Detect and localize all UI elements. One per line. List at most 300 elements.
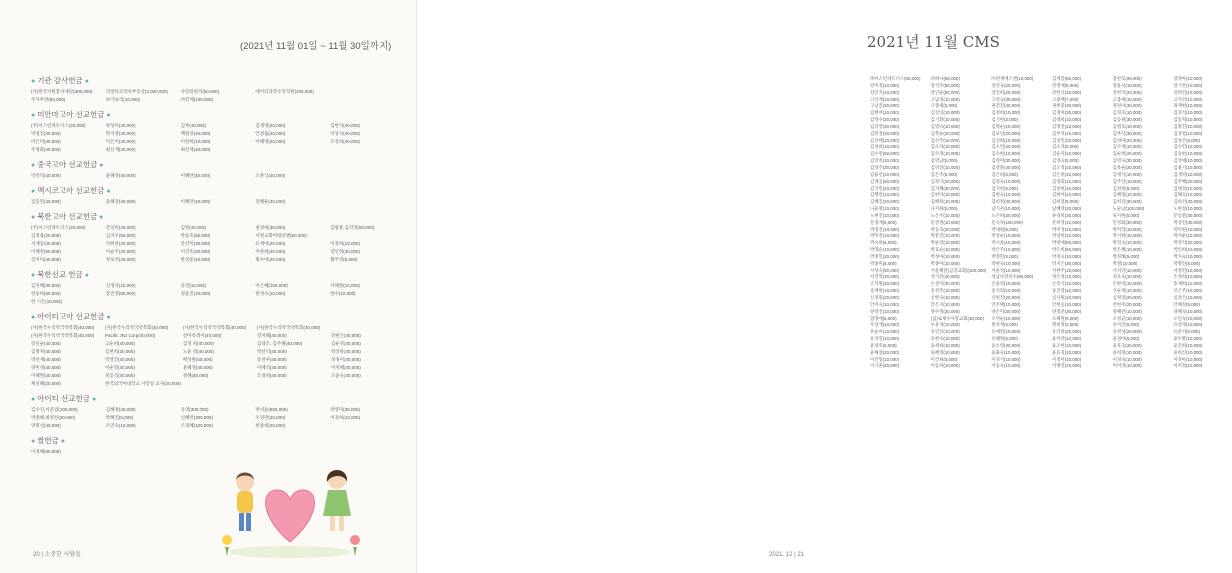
cms-donor-entry: (집)로제수사랑교회(30,000)	[930, 315, 984, 321]
cms-donor-entry: 박은희(50,000)	[1052, 247, 1082, 253]
section-title	[31, 211, 403, 222]
donor-entry: 배성원(40,000)	[182, 357, 213, 362]
cms-donor-entry: 신희진(20,000)	[991, 295, 1021, 300]
donor-entry: 강선순(40,000)	[31, 341, 61, 346]
donor-entry	[331, 325, 403, 331]
cms-donor-entry: 송재희(10,000)	[1173, 281, 1203, 287]
donor-entry: 한국외국어대학교 사랑동 교사(20,000)	[105, 381, 181, 386]
cms-donor-entry: 손진석(10,000)	[1052, 281, 1082, 287]
cms-donor-entry: 손한영(10,000)	[1112, 281, 1142, 287]
cms-donor-entry: 윤진희(10,000)	[1173, 342, 1203, 348]
cms-donor-entry: 박은주(10,000)	[991, 247, 1021, 253]
donor-entry: 김광훈,김지영(50,000)	[330, 225, 375, 230]
section-title-text: 쌀헌금	[37, 436, 59, 445]
cms-donor-entry: 김은희(10,000)	[1052, 171, 1082, 177]
section-title-text: 아이티 선교헌금	[37, 394, 90, 403]
donor-entry: 유영(300,000)	[180, 407, 209, 412]
donor-entry: 이혜란(50,000)	[31, 249, 61, 254]
cms-donor-entry: 강현지(20,000)	[1112, 89, 1142, 95]
donor-entry: ㈜킨케(100,000)	[180, 97, 214, 102]
section-entries	[31, 89, 403, 103]
bullet-dot-icon: ●	[97, 214, 104, 221]
donor-entry: 이혜원(10,000)	[330, 283, 360, 288]
bullet-dot-icon: ●	[82, 272, 89, 279]
section-title	[31, 311, 403, 322]
cms-donor-entry: 박은혜(10,000)	[1112, 247, 1142, 253]
cms-donor-entry: 윤소영(30,000)	[991, 342, 1021, 348]
donor-entry: 석현관(20,000)	[105, 241, 136, 246]
cms-donor-entry: 심사원(10,000)	[1052, 295, 1082, 300]
cms-donor-entry: 유인희(20,000)	[1052, 329, 1082, 335]
cms-donor-entry: 유지영(10,000)	[870, 336, 900, 342]
cms-donor-entry: 강한식(10,000)	[1052, 89, 1082, 95]
cms-donor-entry: 박지숙(10,000)	[1173, 253, 1203, 259]
donor-entry: 김수진,이준겸(100,000)	[31, 407, 78, 412]
donor-entry: 박상하(40,000)	[330, 349, 361, 354]
bullet-dot-icon: ●	[104, 112, 111, 119]
donor-entry: 윤혜경(40,000)	[105, 199, 136, 204]
cms-donor-entry: 김성희(10,000)	[870, 144, 900, 150]
cms-donor-entry: 서윤정(10,000)	[991, 267, 1021, 273]
bullet-dot-icon: ●	[31, 188, 38, 195]
donor-entry: 이상지(40,000)	[330, 131, 360, 136]
donor-entry: 박서윤(800,000)	[255, 407, 288, 412]
cms-donor-entry: 김민경(30,000)	[870, 130, 900, 136]
cms-donor-entry: 박미영(10,000)	[1112, 226, 1142, 232]
cms-donor-entry: ㈜천재에스엔(10,000)	[991, 76, 1034, 81]
section-title	[31, 435, 403, 446]
donor-entry: 조경희(40,000)	[330, 139, 360, 144]
cms-donor-entry: 김희철(5,000)	[1052, 199, 1079, 205]
donor-entry: 서재동(40,000)	[31, 241, 61, 246]
donor-entry: 박선재(40,000)	[31, 357, 61, 362]
donor-entry: 백원성(40,000)	[180, 131, 211, 136]
cms-donor-entry: 김수연(50,000)	[870, 151, 900, 157]
donor-entry: ㈜가보리(10,000)	[105, 97, 141, 102]
donor-entry: 이순주(20,000)	[105, 249, 136, 254]
cms-donor-entry: 김복순(20,000)	[930, 130, 960, 136]
cms-donor-entry: 유미진(5,000)	[1112, 322, 1140, 328]
cms-donor-entry: 박정숙(10,000)	[1052, 253, 1082, 259]
cms-donor-entry: 구종제(5,000)	[930, 103, 958, 109]
cms-donor-entry: 김은희(5,000)	[991, 171, 1018, 177]
cms-donor-entry: 문상철(10,000)	[930, 219, 960, 225]
cms-donor-entry: 엄영애(5,000)	[870, 315, 897, 321]
cms-donor-entry: 김성희(10,000)	[991, 110, 1021, 116]
donor-entry: (주)이스턴파트너스(40,000)	[31, 123, 86, 128]
donor-entry: (사)한국누리약국약복회(40,000)	[182, 325, 247, 330]
cms-donor-entry: 송재현(10,000)	[870, 288, 900, 294]
cms-donor-entry: 김성은(5,000)	[1173, 137, 1200, 143]
donor-entry: 장인영(40,000)	[330, 249, 360, 254]
cms-donor-entry: 손석원(20,000)	[870, 281, 900, 287]
donor-entry: 이혜란(40,000)	[31, 373, 61, 378]
left-page-footer: 20 | 소중한 사람들	[33, 552, 82, 558]
cms-donor-entry: 노현성(10,000)	[1173, 206, 1203, 212]
cms-donor-entry: 이미영(10,000)	[1112, 363, 1142, 369]
cms-donor-entry: 박상희(10,000)	[1052, 233, 1082, 239]
cms-donor-entry: 강희연(10,000)	[1173, 89, 1203, 95]
cms-donor-entry: 유현숙(10,000)	[930, 336, 960, 342]
cms-donor-entry: 김연옥(10,000)	[870, 158, 900, 164]
cms-donor-entry: 윤경아(5,000)	[1112, 336, 1140, 342]
donor-entry: 이지혜(40,000)	[330, 365, 361, 370]
cms-donor-entry: 윤효경(10,000)	[1052, 349, 1082, 355]
cms-donor-entry: 안현주(20,000)	[1112, 301, 1142, 307]
donor-entry: 강지혜(40,000)	[256, 333, 287, 338]
cms-donor-entry: 박숙희(5,000)	[870, 240, 897, 246]
donor-entry: 서원교회여대피엔(50,000)	[255, 233, 307, 238]
cms-donor-entry: 박경진(10,000)	[870, 226, 900, 232]
cms-donor-entry: 심정은(10,000)	[1173, 295, 1203, 300]
cms-donor-entry: 문동환(30,000)	[1173, 212, 1203, 218]
cms-donor-entry: 윤해영(20,000)	[870, 349, 900, 355]
donor-entry: 유재미(40,000)	[255, 241, 286, 246]
donation-section	[31, 109, 403, 153]
cms-donor-entry: 손상미(30,000)	[930, 281, 960, 287]
cms-donor-entry: 김천희(5,000)	[1112, 185, 1140, 191]
cms-donor-entry: 박서운(10,000)	[1173, 233, 1203, 239]
cms-donor-entry: 김희선(30,000)	[1173, 199, 1203, 205]
cms-donor-entry: 박경진(30,000)	[1173, 219, 1203, 225]
donor-entry: Pacific JNJ Corp(40,000)	[105, 333, 156, 338]
cms-donor-entry: 남혜영(20,000)	[1052, 206, 1082, 212]
donor-entry: 조경혜(100,000)	[180, 423, 213, 428]
cms-donor-entry: 서원주(10,000)	[1052, 267, 1082, 273]
donor-entry: 김부(40,000)	[180, 123, 207, 128]
donor-entry	[330, 233, 403, 239]
cms-donor-entry: 김재웅(50,000)	[870, 178, 900, 184]
cms-donor-entry: 박지은(30,000)	[1052, 260, 1082, 266]
cms-donor-entry: 유순씨(10,000)	[870, 329, 900, 335]
cms-donor-entry: 윤화숙(10,000)	[991, 349, 1021, 355]
cms-donor-entry: 김수현(10,000)	[991, 151, 1021, 157]
donor-entry: 김현희(30,000)	[105, 349, 135, 354]
cms-donor-entry: 김영애(10,000)	[1173, 158, 1203, 164]
left-page	[0, 0, 417, 573]
cms-donor-entry: 원희정(3,000)	[1052, 322, 1079, 328]
cms-donor-entry: 나지원(5,000)	[930, 206, 958, 212]
cms-donor-entry: 신현숙(10,000)	[930, 295, 960, 300]
cms-donor-entry: 손윤영(10,000)	[991, 281, 1021, 287]
cms-donor-entry: 김명진(10,000)	[1173, 123, 1203, 129]
donor-entry: 한경수(10,000)	[255, 291, 286, 296]
cms-donor-entry: 성호숙(10,000)	[1112, 274, 1142, 280]
cms-donor-entry: 김창현(10,000)	[1052, 185, 1082, 191]
donor-entry: 박선덕(40,000)	[256, 349, 287, 354]
cms-donor-entry: 김선주(10,000)	[930, 137, 960, 143]
donor-entry: 이경혜(90,000)	[31, 449, 61, 454]
cms-donor-entry: 김소라(10,000)	[930, 144, 960, 150]
cms-donor-entry: 박정민(5,000)	[991, 253, 1018, 259]
cms-donor-entry: 김희진(30,000)	[1112, 199, 1142, 205]
cms-donor-entry: 박명진(5,000)	[1173, 260, 1200, 266]
cms-donor-entry: 손경희(10,000)	[1173, 274, 1203, 280]
cms-donor-entry: 김영진(10,000)	[930, 164, 960, 170]
cms-donor-entry: ㈜이스턴파트너스(50,000)	[870, 76, 921, 81]
donor-entry: 이한희(10,000)	[180, 139, 211, 144]
cms-donor-entry: 이경기(10,000)	[991, 356, 1021, 362]
donor-entry: 주경화(40,000)	[31, 147, 61, 152]
donor-entry: 안선미(30,000)	[180, 241, 211, 246]
section-title-text: 북한선교 헌금	[37, 270, 83, 279]
cms-donor-entry: 박순영(10,000)	[930, 240, 960, 246]
cms-donor-entry: 김혜원(10,000)	[930, 199, 960, 205]
section-entries	[31, 283, 403, 305]
cms-donor-entry: 강찬호(20,000)	[1112, 76, 1142, 81]
cms-donor-entry: 김선태(10,000)	[870, 137, 900, 143]
cms-donor-entry: 윤성호(5,000)	[870, 342, 897, 348]
cms-donor-entry: 김영남(5,000)	[930, 158, 958, 164]
cms-donor-entry: 김주연(10,000)	[1112, 178, 1142, 184]
donor-entry: 한 시은(10,000)	[31, 299, 63, 304]
cms-donor-entry: 이동숙(10,000)	[991, 363, 1021, 369]
cms-donor-entry: 박정민(20,000)	[870, 253, 900, 259]
donor-entry: 이한희(40,000)	[255, 249, 286, 254]
cms-donor-entry: 김은주(5,000)	[930, 171, 958, 177]
section-title	[31, 269, 403, 280]
donor-entry: 김대조, 김주해(40,000)	[256, 341, 303, 346]
donor-entry: 이은미(40,000)	[31, 139, 61, 144]
cms-donor-entry: 류경희(30,000)	[1052, 212, 1082, 218]
cms-donor-entry: 양성진(10,000)	[870, 308, 900, 314]
donor-entry: 정혜(40,000)	[182, 373, 209, 378]
donor-entry: 박영미(30,000)	[330, 407, 360, 412]
cms-donor-entry: 고종배(7,000)	[1052, 96, 1079, 102]
cms-donor-entry: 권재현(10,000)	[1173, 103, 1203, 109]
donor-entry: 김순경(40,000)	[330, 341, 361, 346]
cms-donor-entry: 김순희(20,000)	[1112, 151, 1142, 157]
cms-donor-entry: 원성재(5,000)	[991, 322, 1018, 328]
section-title-text: 북한고아 선교헌금	[37, 212, 98, 221]
cms-donor-entry: 유정성(20,000)	[1112, 329, 1142, 335]
bullet-dot-icon: ●	[31, 214, 38, 221]
cms-donor-entry: 김명진(10,000)	[1052, 123, 1082, 129]
cms-donor-entry: 김지민(20,000)	[870, 185, 900, 191]
cms-donor-entry: 우윤경(10,000)	[930, 322, 960, 328]
cms-donor-entry: 강석주(50,000)	[930, 82, 960, 88]
cms-donor-entry: 고지선(10,000)	[1173, 96, 1203, 102]
cms-donor-entry: 구남진(30,000)	[870, 103, 900, 109]
cms-donor-entry: 우상재(10,000)	[870, 322, 900, 328]
cms-donor-entry: 김영주(30,000)	[870, 164, 900, 170]
cms-donor-entry: 김선희(10,000)	[991, 137, 1021, 143]
cms-donor-entry: 김혜진(20,000)	[870, 199, 900, 205]
donor-entry: 조춘식(40,000)	[255, 173, 286, 178]
cms-donor-entry: 강영애(5,000)	[1052, 82, 1079, 88]
cms-donor-entry: 오미순(10,000)	[991, 315, 1021, 321]
cms-donor-entry: 서정민(10,000)	[1173, 267, 1203, 273]
donor-entry: 조경희(40,000)	[256, 373, 287, 378]
bullet-dot-icon: ●	[31, 438, 38, 445]
cms-donor-entry: 이동하(10,000)	[930, 363, 960, 369]
cms-donor-entry: 이건형(10,000)	[870, 356, 900, 362]
cms-donor-entry: 김지현(5,000)	[991, 185, 1018, 191]
cms-donor-entry: 김정숙(10,000)	[991, 178, 1021, 184]
donor-entry: 박영진(40,000)	[105, 357, 135, 362]
donor-entry: 박지영(40,000)	[105, 131, 136, 136]
donor-entry: (사)한국자원봉사재단(300,000)	[31, 89, 93, 94]
donor-entry: 장승아(50,000)	[31, 291, 61, 296]
cms-donor-entry: 김부자(10,000)	[1052, 130, 1082, 136]
cms-donor-entry: 윤미란(10,000)	[1052, 336, 1082, 342]
cms-donor-entry: 김정회(10,000)	[1052, 178, 1082, 184]
donor-entry: 양명선(40,000)	[31, 423, 61, 428]
donor-entry: 김정용(20,000)	[31, 233, 61, 238]
donor-entry: 강일희(40,000)	[105, 225, 136, 230]
donor-entry: 김지우(50,000)	[105, 233, 136, 238]
donor-entry: 권경희(30,000)	[255, 225, 286, 230]
cms-donor-entry: 나윤열(10,000)	[870, 206, 900, 212]
donor-entry: 박종혜,최영선(20,000)	[31, 415, 76, 420]
cms-donor-entry: 박종미(5,000)	[870, 260, 897, 266]
cms-donor-entry: 김재봉(50,000)	[1052, 76, 1082, 81]
cms-donor-entry: 김상엽(10,000)	[1173, 130, 1203, 136]
donor-entry: 사랑의편지(50,000)	[180, 89, 220, 94]
donor-entry: 이은혜(150,000)	[255, 283, 288, 288]
cms-donor-entry: 신은주(10,000)	[1173, 288, 1203, 294]
donation-section	[31, 393, 403, 429]
cms-donor-entry: 윤세희(10,000)	[930, 342, 960, 348]
cms-donor-entry: 김재영(10,000)	[1173, 171, 1203, 177]
cms-donor-entry: 김부석(30,000)	[1112, 130, 1142, 136]
cms-donor-entry: 양혜숙(10,000)	[1173, 308, 1203, 314]
donor-entry: 신경자(10,000)	[105, 283, 136, 288]
cms-donor-entry: 윤호숙(20,000)	[1112, 342, 1142, 348]
donor-entry: 리얼티코리아부동산(3,000,000)	[105, 89, 168, 94]
cms-donor-entry: 박영순(10,000)	[870, 247, 900, 253]
cms-donor-entry: 신순재(10,000)	[1112, 288, 1142, 294]
cms-donor-list	[870, 76, 1232, 370]
cms-donor-entry: 김경호(10,000)	[1112, 110, 1142, 116]
cms-donor-entry: 노은희(30,000)	[991, 212, 1021, 218]
cms-donor-entry: 김경희(30,000)	[1052, 110, 1082, 116]
cms-donor-entry: 김수정(10,000)	[930, 151, 960, 157]
cms-donor-entry: 오정균(10,000)	[1112, 315, 1142, 321]
cms-donor-entry: 권진진(30,000)	[991, 103, 1021, 109]
cms-donor-entry: 안미숙(10,000)	[870, 301, 900, 307]
cms-donor-entry: 강윤서(10,000)	[1112, 82, 1142, 88]
donor-entry: 이은이(40,000)	[105, 139, 136, 144]
cms-donor-entry: 이경아(10,000)	[1173, 356, 1203, 362]
cms-donor-entry: 문경재(5,000)	[870, 219, 897, 225]
cms-donor-entry: 양수정(30,000)	[930, 308, 960, 314]
cms-donor-entry: 박인희(10,000)	[1173, 247, 1203, 253]
cms-donor-entry: 서지연(10,000)	[1112, 267, 1142, 273]
section-entries	[31, 225, 403, 263]
section-entries	[31, 173, 403, 179]
cms-donor-entry: 송지영(10,000)	[991, 288, 1021, 294]
section-title-text: 아이티고아 선교헌금	[37, 312, 105, 321]
cms-donor-entry: 윤조현(10,000)	[1052, 342, 1082, 348]
donor-entry: 김명자(40,000)	[31, 349, 61, 354]
cms-donor-entry: 서울해달(금강교회)(100,000)	[930, 267, 987, 273]
cms-donor-entry: 김지혜(30,000)	[930, 185, 960, 191]
donor-entry: (사)한국누리약국약복회(40,000)	[31, 325, 95, 330]
donor-entry: (주)이스턴파트너스(40,000)	[31, 225, 86, 230]
cms-donor-entry: ㈜하나(50,000)	[930, 76, 960, 81]
cms-donor-entry: 김영수(30,000)	[870, 117, 900, 123]
donor-entry: 김지혜(30,000)	[31, 283, 61, 288]
donor-entry: 양미경(40,000)	[31, 365, 61, 370]
cms-donor-entry: 박영숙(10,000)	[1112, 240, 1142, 246]
cms-donor-entry: 양정준(30,000)	[1052, 308, 1082, 314]
cms-donor-entry: 유예빈(10,000)	[991, 329, 1021, 335]
period-text: (2021년 11월 01일 ~ 11월 30일까지)	[240, 41, 392, 52]
donor-entry: 유민(15,000)	[180, 283, 207, 288]
right-page	[417, 0, 1203, 573]
cms-donor-entry: 박효순(10,000)	[930, 247, 960, 253]
donor-entry: 한수(10,000)	[330, 291, 356, 296]
cms-donor-entry: 윤희정(10,000)	[1112, 349, 1142, 355]
donor-entry: 한상준(10,000)	[180, 257, 211, 262]
cms-donor-entry: 안혜정(5,000)	[1173, 301, 1200, 307]
donor-entry: 윤혜경(40,000)	[182, 365, 213, 370]
cms-donor-entry: 성기연(40,000)	[930, 274, 960, 280]
cms-donor-entry: 박현숙(10,000)	[991, 260, 1021, 266]
donor-entry: 안성률(40,000)	[255, 131, 286, 136]
cms-donor-entry: 강선숙(20,000)	[991, 82, 1021, 88]
donation-section	[31, 159, 403, 179]
cms-donor-entry: 유영재(10,000)	[1173, 322, 1203, 328]
cms-donor-entry: 강기찬(10,000)	[1173, 82, 1203, 88]
cms-donor-entry: 오채원(5,000)	[1052, 315, 1079, 321]
donor-entry: 정동석(40,000)	[105, 373, 135, 378]
right-page-footer: 2021. 12 | 21	[769, 552, 804, 558]
donor-entry: 송찬우(40,000)	[256, 357, 287, 362]
donor-entry: 조연숙(10,000)	[105, 423, 136, 428]
section-title-text: 미안마고아 선교헌금	[37, 110, 105, 119]
section-entries	[31, 199, 403, 205]
bullet-dot-icon: ●	[31, 314, 38, 321]
section-title	[31, 159, 403, 170]
cms-donor-entry: 오인숙(10,000)	[1173, 315, 1203, 321]
section-entries	[31, 123, 403, 153]
cms-donor-entry: 남기우(10,000)	[991, 206, 1021, 212]
bullet-dot-icon: ●	[58, 438, 66, 445]
cms-donor-entry: 김주혜(20,000)	[1173, 178, 1203, 184]
cms-donor-entry: 김소자(5,000)	[1052, 144, 1079, 150]
cms-donor-entry: 김태성(10,000)	[1173, 185, 1203, 191]
cms-donor-entry: 김라영(30,000)	[870, 123, 900, 129]
cms-donor-entry: 박영지(20,000)	[1173, 240, 1203, 246]
cms-donor-entry: 김성민(20,000)	[1052, 137, 1082, 143]
donor-entry: 이혜석(40,000)	[256, 365, 287, 370]
bullet-dot-icon: ●	[31, 272, 38, 279]
cms-donor-entry: 안주택(10,000)	[991, 301, 1021, 307]
cms-donor-entry: 강일희(20,000)	[991, 89, 1021, 95]
donor-entry: 노윤 영(40,000)	[182, 349, 214, 354]
cms-donor-entry: 권현중(30,000)	[1052, 103, 1082, 109]
bullet-dot-icon: ●	[82, 78, 89, 85]
donor-entry: 정보석(40,000)	[105, 257, 136, 262]
donor-entry: 장지미(40,000)	[31, 257, 61, 262]
section-title-text: 중국고아 선교헌금	[37, 160, 98, 169]
cms-donor-entry: 문희영(10,000)	[1052, 219, 1082, 225]
donor-entry: 고순희(40,000)	[105, 341, 135, 346]
donor-entry: 이진호(30,000)	[180, 249, 211, 254]
cms-donor-entry: 박서현(10,000)	[1112, 233, 1142, 239]
donor-entry: 채선혜(20,000)	[31, 381, 61, 386]
cms-donor-entry: 김희정(30,000)	[991, 199, 1021, 205]
donor-entry: 이혜영(40,000)	[255, 139, 286, 144]
donor-entry: 김한(40,000)	[180, 225, 207, 230]
donor-entry: 강헌은(40,000)	[330, 333, 361, 338]
donor-entry: 이혜란(40,000)	[180, 173, 211, 178]
cms-donor-entry: 윤희진(10,000)	[1173, 349, 1203, 355]
cms-donor-entry: 강미정(10,000)	[870, 82, 900, 88]
donor-entry: 우경란(20,000)	[255, 415, 286, 420]
